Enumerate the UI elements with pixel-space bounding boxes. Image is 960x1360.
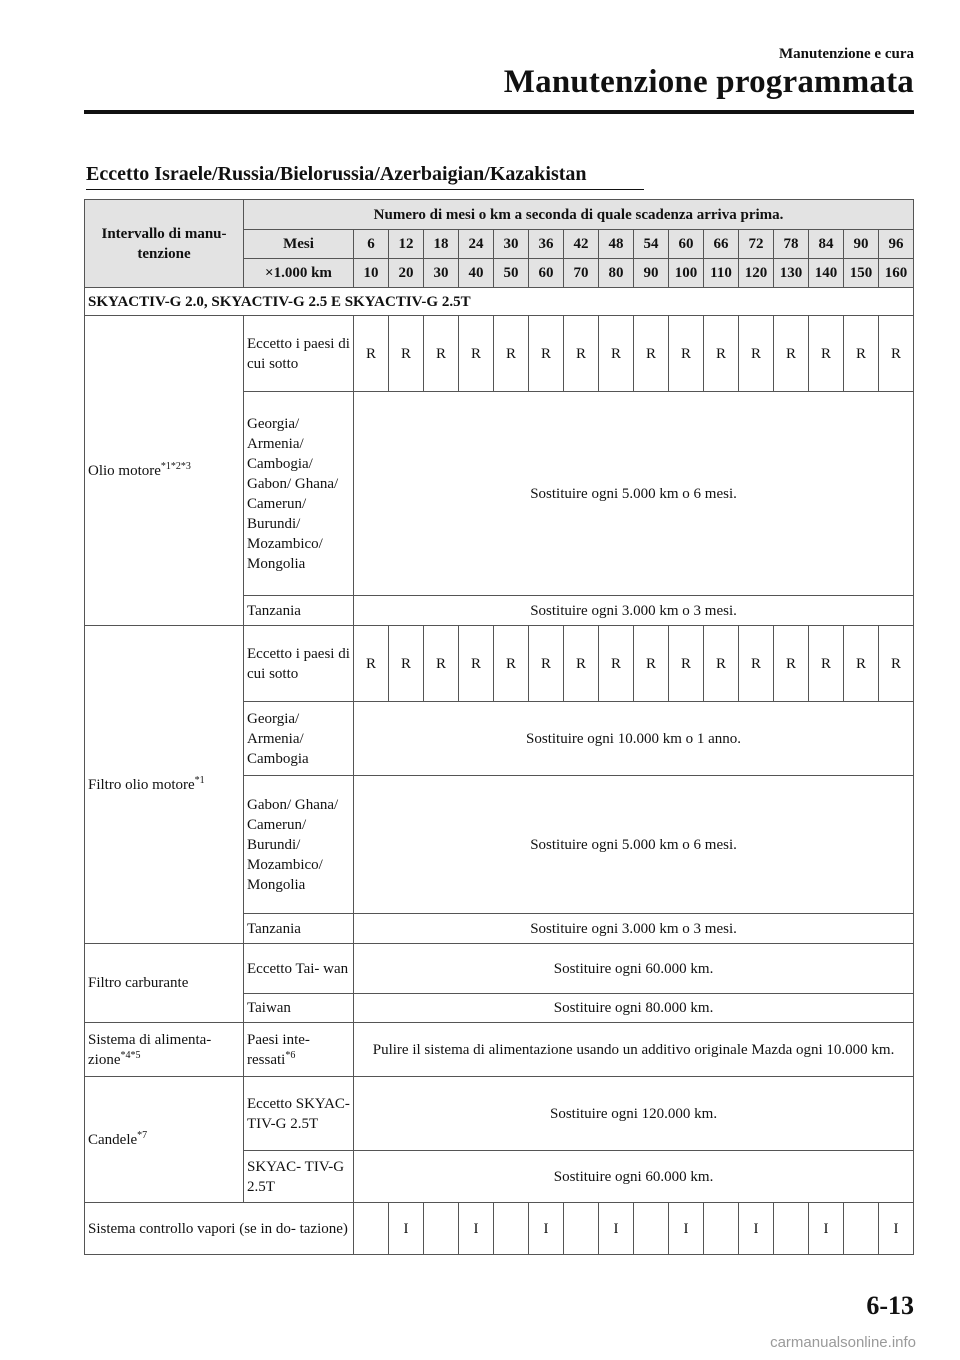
section-title: Eccetto Israele/Russia/Bielorussia/Azerbaigian/Kazakistan [86,163,587,185]
oil-label [85,316,244,626]
oil-mark: R [844,316,879,392]
km-cell: 140 [809,259,844,288]
vapor-mark [564,1203,599,1255]
km-cell: 20 [389,259,424,288]
vapor-mark [424,1203,459,1255]
filter-sub-2: Georgia/ Armenia/ Cambogia [244,702,354,776]
km-cell: 100 [669,259,704,288]
km-label: ×1.000 km [244,259,354,288]
page-title: Manutenzione programmata [503,64,914,100]
filter-mark: R [389,626,424,702]
table-header-row [85,200,914,230]
filter-mark: R [529,626,564,702]
table-row [85,1023,914,1077]
filter-mark: R [879,626,914,702]
month-cell: 30 [494,230,529,259]
vapor-mark [494,1203,529,1255]
oil-mark: R [774,316,809,392]
vapor-mark: I [599,1203,634,1255]
km-cell: 10 [354,259,389,288]
oil-mark: R [564,316,599,392]
month-cell: 42 [564,230,599,259]
filter-mark: R [424,626,459,702]
interval-span-header: Numero di mesi o km a seconda di quale scadenza arriva prima. [244,200,914,230]
vapor-mark: I [879,1203,914,1255]
km-cell: 130 [774,259,809,288]
month-cell: 90 [844,230,879,259]
month-cell: 48 [599,230,634,259]
oil-label-text: Olio motore [88,462,161,479]
fuel-filter-text-2: Sostituire ogni 80.000 km. [354,994,914,1023]
engine-section-row [85,288,914,316]
filter-sub-4: Tanzania [244,914,354,944]
oil-mark: R [354,316,389,392]
km-cell: 120 [739,259,774,288]
fuel-system-label [85,1023,244,1077]
oil-mark: R [879,316,914,392]
month-cell: 12 [389,230,424,259]
oil-mark: R [739,316,774,392]
month-cell: 96 [879,230,914,259]
fuel-system-text: Pulire il sistema di alimentazione usando un additivo originale Mazda ogni 10.000 km. [354,1023,914,1077]
km-cell: 50 [494,259,529,288]
fuel-system-sub-text: Paesi inte- ressati [247,1031,310,1068]
oil-text-3: Sostituire ogni 3.000 km o 3 mesi. [354,596,914,626]
vapor-mark [704,1203,739,1255]
table-row [85,316,914,392]
month-cell: 54 [634,230,669,259]
km-cell: 160 [879,259,914,288]
filter-mark: R [564,626,599,702]
fuel-filter-sub-1: Eccetto Tai- wan [244,944,354,994]
oil-mark: R [599,316,634,392]
section-underline [86,189,644,190]
km-cell: 40 [459,259,494,288]
km-cell: 80 [599,259,634,288]
vapor-mark [844,1203,879,1255]
oil-mark: R [634,316,669,392]
fuel-filter-label: Filtro carburante [85,944,244,1023]
oil-sub-2: Georgia/ Armenia/ Cambogia/ Gabon/ Ghana/ Camerun/ Burundi/ Mozambico/ Mongolia [244,392,354,596]
fuel-system-sub-note: *6 [285,1049,296,1061]
plugs-text-1: Sostituire ogni 120.000 km. [354,1077,914,1151]
month-cell: 24 [459,230,494,259]
filter-mark: R [704,626,739,702]
table-row [85,944,914,994]
chapter-heading: Manutenzione e cura [779,46,914,62]
plugs-label-text: Candele [88,1131,138,1148]
filter-label-text: Filtro olio motore [88,776,195,793]
month-cell: 36 [529,230,564,259]
plugs-text-2: Sostituire ogni 60.000 km. [354,1151,914,1203]
fuel-system-label-text: Sistema di alimenta- zione [88,1031,212,1068]
oil-mark: R [424,316,459,392]
filter-text-2: Sostituire ogni 10.000 km o 1 anno. [354,702,914,776]
table-row [85,626,914,702]
km-cell: 110 [704,259,739,288]
filter-mark: R [774,626,809,702]
oil-text-2: Sostituire ogni 5.000 km o 6 mesi. [354,392,914,596]
vapor-mark: I [669,1203,704,1255]
vapor-label: Sistema controllo vapori (se in do- tazione) [85,1203,354,1255]
km-cell: 30 [424,259,459,288]
header-divider [84,110,914,114]
filter-mark: R [634,626,669,702]
filter-mark: R [844,626,879,702]
oil-mark: R [669,316,704,392]
filter-text-4: Sostituire ogni 3.000 km o 3 mesi. [354,914,914,944]
km-cell: 150 [844,259,879,288]
plugs-label [85,1077,244,1203]
filter-mark: R [599,626,634,702]
plugs-sub-2: SKYAC- TIV-G 2.5T [244,1151,354,1203]
month-cell: 6 [354,230,389,259]
month-cell: 18 [424,230,459,259]
maintenance-schedule-table [84,199,914,1255]
oil-mark: R [494,316,529,392]
months-label: Mesi [244,230,354,259]
oil-mark: R [704,316,739,392]
vapor-mark: I [809,1203,844,1255]
filter-label [85,626,244,944]
month-cell: 72 [739,230,774,259]
month-cell: 60 [669,230,704,259]
oil-notes: *1*2*3 [160,460,191,472]
oil-mark: R [389,316,424,392]
oil-mark: R [529,316,564,392]
filter-mark: R [739,626,774,702]
km-cell: 70 [564,259,599,288]
vapor-mark [774,1203,809,1255]
vapor-mark: I [529,1203,564,1255]
watermark[interactable]: carmanualsonline.info [770,1334,916,1351]
plugs-notes: *7 [137,1129,148,1141]
vapor-mark: I [739,1203,774,1255]
table-row [85,1203,914,1255]
filter-sub-1: Eccetto i paesi di cui sotto [244,626,354,702]
page-number: 6-13 [866,1291,914,1320]
plugs-sub-1: Eccetto SKYAC- TIV-G 2.5T [244,1077,354,1151]
km-cell: 90 [634,259,669,288]
filter-mark: R [354,626,389,702]
filter-mark: R [669,626,704,702]
oil-mark: R [459,316,494,392]
vapor-mark: I [459,1203,494,1255]
interval-header: Intervallo di manu- tenzione [85,200,244,288]
filter-mark: R [459,626,494,702]
filter-sub-3: Gabon/ Ghana/ Camerun/ Burundi/ Mozambico/ Mongolia [244,776,354,914]
fuel-filter-sub-2: Taiwan [244,994,354,1023]
km-cell: 60 [529,259,564,288]
fuel-filter-text-1: Sostituire ogni 60.000 km. [354,944,914,994]
table-row [85,1077,914,1151]
oil-mark: R [809,316,844,392]
month-cell: 66 [704,230,739,259]
vapor-mark: I [389,1203,424,1255]
filter-notes: *1 [194,774,205,786]
month-cell: 84 [809,230,844,259]
filter-text-3: Sostituire ogni 5.000 km o 6 mesi. [354,776,914,914]
oil-sub-3: Tanzania [244,596,354,626]
engine-section-label: SKYACTIV-G 2.0, SKYACTIV-G 2.5 E SKYACTIV-G 2.5T [85,288,914,316]
fuel-system-notes: *4*5 [120,1049,141,1061]
fuel-system-sub [244,1023,354,1077]
vapor-mark [354,1203,389,1255]
filter-mark: R [494,626,529,702]
oil-sub-1: Eccetto i paesi di cui sotto [244,316,354,392]
filter-mark: R [809,626,844,702]
month-cell: 78 [774,230,809,259]
vapor-mark [634,1203,669,1255]
